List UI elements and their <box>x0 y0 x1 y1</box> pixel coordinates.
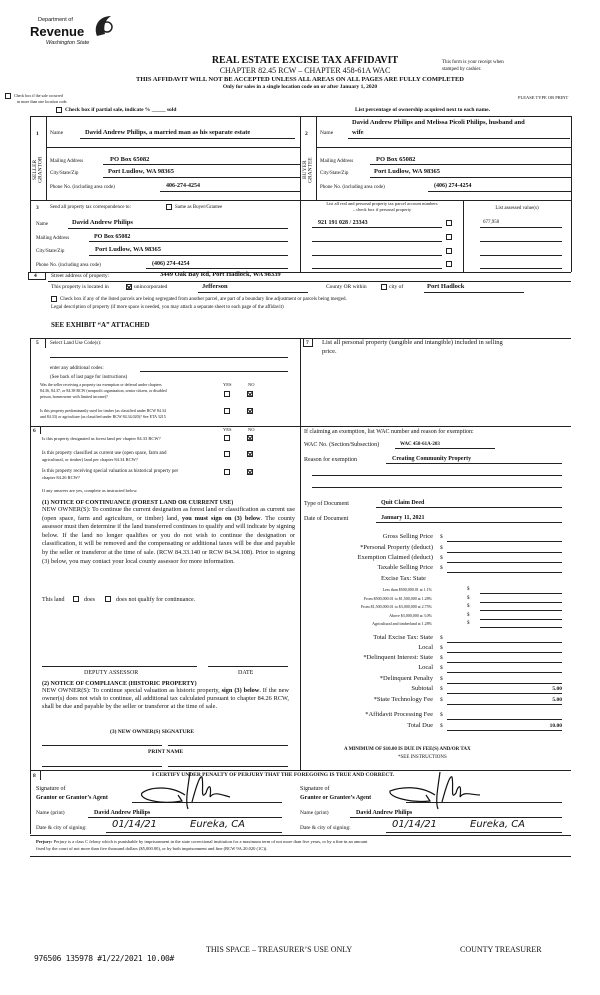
doc-type-value[interactable]: Quit Claim Deed <box>381 500 425 506</box>
fee-line <box>447 704 562 705</box>
currency-symbol: $ <box>440 635 443 641</box>
exemption-prompt: If claiming an exemption, list WAC number and reason for exemption: <box>304 429 474 435</box>
no-header: NO <box>248 382 255 387</box>
partial-sale-checkbox[interactable] <box>56 107 62 113</box>
currency-symbol: $ <box>467 621 470 626</box>
unincorporated-label: unincorporated <box>134 284 168 290</box>
currency-symbol: $ <box>467 595 470 601</box>
currency-symbol: $ <box>467 587 470 592</box>
currency-symbol: $ <box>440 686 443 692</box>
same-as-buyer-checkbox[interactable] <box>166 204 172 210</box>
legal-description[interactable]: SEE EXHIBIT “A” ATTACHED <box>51 321 150 329</box>
perjury-text: fixed by the court of not more than five thousand dollars ($5,000.00), or by both imprisonment and fine (RCW 9A.20.020 (1C)). <box>36 846 268 851</box>
buyer-phone[interactable]: (406) 274-4254 <box>434 183 472 189</box>
street-address[interactable]: 3449 Oak Bay Rd, Port Hadlock, WA 98339 <box>160 271 281 278</box>
date-label: DATE <box>238 670 254 676</box>
q2-yes-checkbox[interactable] <box>224 408 230 414</box>
same-as-label: Same as Buyer/Grantee <box>175 205 223 210</box>
question-text: agricultural, or timber) land per chapter 84.34 RCW? <box>42 457 138 462</box>
seller-city[interactable]: Port Ludlow, WA 98365 <box>108 168 174 175</box>
currency-symbol: $ <box>440 565 443 571</box>
section-number: 8 <box>33 773 36 779</box>
buyer-city[interactable]: Port Ludlow, WA 98365 <box>374 168 440 175</box>
q5-yes-checkbox[interactable] <box>224 469 230 475</box>
fee-line <box>480 593 562 594</box>
grantor-sig-label: Signature of <box>36 786 66 792</box>
cashier-stamp: 976506 135978 #1/22/2021 10.00# <box>34 954 175 963</box>
form-chapter: CHAPTER 82.45 RCW – CHAPTER 458-61A WAC <box>219 66 391 75</box>
does-not-checkbox[interactable] <box>105 596 111 602</box>
q4-yes-checkbox[interactable] <box>224 451 230 457</box>
currency-symbol: $ <box>440 665 443 671</box>
fee-line <box>480 619 562 620</box>
county-value[interactable]: Jefferson <box>202 283 228 290</box>
fee-line <box>447 683 562 684</box>
doc-date-label: Date of Document <box>304 516 349 522</box>
question-text: chapter 84.26 RCW? <box>42 475 80 480</box>
fee-line <box>447 672 562 673</box>
logo-emblem-icon <box>93 14 115 38</box>
fee-line <box>447 572 562 573</box>
personal-property-checkbox[interactable] <box>446 234 452 240</box>
fee-label: Gross Selling Price <box>382 533 433 540</box>
q1-yes-checkbox[interactable] <box>224 391 230 397</box>
grantor-name-label: Name (print) <box>36 810 65 816</box>
located-in-label: This property is located in <box>51 284 109 290</box>
unincorporated-checkbox[interactable] <box>126 284 132 290</box>
question-text: Is this property receiving special valuation as historical property per <box>42 469 179 474</box>
corr-name-label: Name <box>36 222 48 227</box>
grantee-city[interactable]: Eureka, CA <box>470 819 526 830</box>
fee-line <box>447 552 562 553</box>
buyer-city-label: City/State/Zip <box>320 171 349 176</box>
parcel-header: – check box if personal property <box>352 207 412 212</box>
section-number: 1 <box>36 131 39 137</box>
currency-symbol: $ <box>440 712 443 718</box>
partial-sale-label: Check box if partial sale, indicate % _____ sold <box>65 107 177 113</box>
notice2-title: (2) NOTICE OF COMPLIANCE (HISTORIC PROPERTY) <box>42 681 197 687</box>
doc-date-value[interactable]: January 11, 2021 <box>381 515 425 521</box>
seller-name-label: Name <box>50 130 64 136</box>
multi-location-checkbox[interactable] <box>5 93 11 99</box>
perjury-label: Perjury: <box>36 839 53 844</box>
corr-name[interactable]: David Andrew Philips <box>72 219 133 226</box>
fee-rate-label: From $1,500,000.01 to $3,000,000 at 2.75% <box>361 604 432 609</box>
grantee-name[interactable]: David Andrew Philips <box>356 810 413 816</box>
q1-no-checkbox[interactable] <box>247 391 253 397</box>
fee-rate-label: From $500,000.01 to $1,500,000 at 1.28% <box>364 595 432 601</box>
fee-label: Local <box>418 664 433 671</box>
certify-statement: I CERTIFY UNDER PENALTY OF PERJURY THAT THE FOREGOING IS TRUE AND CORRECT. <box>152 772 395 778</box>
buyer-mailing-label: Mailing Address <box>320 159 354 164</box>
reason-label: Reason for exemption <box>304 457 357 463</box>
currency-symbol: $ <box>440 534 443 540</box>
personal-property-checkbox[interactable] <box>446 220 452 226</box>
q5-no-checkbox[interactable] <box>247 469 253 475</box>
county-treasurer-label: COUNTY TREASURER <box>460 945 542 954</box>
currency-symbol: $ <box>440 676 443 682</box>
currency-symbol: $ <box>440 723 443 729</box>
street-label: Street address of property: <box>51 273 110 279</box>
fee-line <box>447 730 562 731</box>
this-land-label: This land <box>42 597 65 603</box>
corr-phone[interactable]: (406) 274-4254 <box>152 261 190 267</box>
if-any-note: If any answers are yes, complete as instructed below. <box>42 488 138 493</box>
fee-rate-label: Agricultural and timberland at 1.28% <box>372 621 432 626</box>
multi-location-label: in more than one location code. <box>17 99 68 104</box>
fee-label: *Personal Property (deduct) <box>360 544 433 551</box>
section-number: 6 <box>33 428 36 434</box>
currency-symbol: $ <box>440 555 443 561</box>
city-value[interactable]: Port Hadlock <box>427 283 465 290</box>
yes-header: YES <box>223 382 232 387</box>
buyer-side-label: BUYER GRANTEE <box>302 157 314 183</box>
see-back-note: (See back of last page for instructions) <box>50 375 128 380</box>
fee-value[interactable]: 5.00 <box>552 697 562 703</box>
question-text: person, homeowner with limited income)? <box>40 394 108 399</box>
fee-line <box>447 662 562 663</box>
fee-line <box>447 562 562 563</box>
does-not-label: does not qualify for continuance. <box>116 597 196 603</box>
grantor-date-label: Date & city of signing: <box>36 825 87 831</box>
currency-symbol: $ <box>440 545 443 551</box>
fee-line <box>447 719 562 720</box>
fee-line <box>447 693 562 694</box>
notice1-body: NEW OWNER(S): To continue the current designation as forest land or classification as current use (open space, farm and agriculture, or timber) land, you must sign on (3) below. The county assessor must then determine if the land transferred continues to qualify and will indicate by signing below. If the land no longer qualifies or you do not wish to continue the designation or classification, it will be removed and the compensating or additional taxes will be due and payable by the seller or transferor at the time of sale. (RCW 84.33.140 or RCW 84.34.108). Prior to signing (3) below, you may contact your local county assessor for more information. <box>42 506 295 565</box>
parcel-header: List all real and personal property tax parcel account numbers <box>326 201 438 206</box>
city-of-label: city of <box>389 284 404 290</box>
question-text: Was the seller receiving a property tax exemption or deferral under chapters <box>40 382 162 387</box>
minimum-note: A MINIMUM OF $10.00 IS DUE IN FEE(S) AND/OR TAX <box>344 747 471 752</box>
receipt-note: stamped by cashier. <box>442 67 482 72</box>
deputy-assessor-label: DEPUTY ASSESSOR <box>84 670 139 676</box>
currency-symbol: $ <box>440 645 443 651</box>
seller-mailing[interactable]: PO Box 65082 <box>110 156 150 163</box>
segregated-label: Check box if any of the listed parcels are being segregated from another parcel, are part of a boundary line adjustment or parcels being merged. <box>60 297 347 302</box>
no-header: NO <box>248 427 255 432</box>
does-label: does <box>84 597 95 603</box>
fee-label: *Affidavit Processing Fee <box>365 711 433 718</box>
county-or-label: County OR within <box>326 284 367 290</box>
additional-codes-label: enter any additional codes: <box>50 366 104 371</box>
segregated-checkbox[interactable] <box>51 296 57 302</box>
receipt-note: This form is your receipt when <box>442 60 504 65</box>
grantee-sig-label: Signature of <box>300 786 330 792</box>
print-name-label: PRINT NAME <box>148 749 184 755</box>
buyer-name[interactable]: David Andrew Philips and Melissa Picoli Philips, husband and <box>352 119 525 126</box>
question-text: Is this property classified as current use (open space, farm and <box>42 451 167 456</box>
logo-revenue: Revenue <box>30 24 85 39</box>
reason-value[interactable]: Creating Community Property <box>392 456 472 462</box>
buyer-name[interactable]: wife <box>352 129 364 136</box>
fee-label: Subtotal <box>411 685 433 692</box>
does-checkbox[interactable] <box>73 596 79 602</box>
multi-location-label: Check box if the sale occurred <box>14 93 63 98</box>
q2-no-checkbox[interactable] <box>247 408 253 414</box>
question-text: Is this property designated as forest land per chapter 84.33 RCW? <box>42 436 161 441</box>
buyer-name-label: Name <box>320 130 334 136</box>
fee-line <box>447 541 562 542</box>
fee-label: Total Excise Tax: State <box>373 634 433 641</box>
fee-label: Total Due <box>407 722 433 729</box>
fee-line <box>480 627 562 628</box>
fee-label: Taxable Selling Price <box>377 564 433 571</box>
personal-property-checkbox[interactable] <box>446 248 452 254</box>
doc-type-label: Type of Document <box>304 501 349 507</box>
within-city-checkbox[interactable] <box>381 284 387 290</box>
assessed-value[interactable]: 677,950 <box>483 220 500 225</box>
assessed-header: List assessed value(s) <box>495 206 539 211</box>
buyer-phone-label: Phone No. (including area code) <box>320 185 385 190</box>
wac-number[interactable]: WAC 458-61A-203 <box>400 442 440 447</box>
fee-line <box>447 652 562 653</box>
fee-line <box>447 642 562 643</box>
q3-yes-checkbox[interactable] <box>224 435 230 441</box>
fee-value[interactable]: 10.00 <box>549 723 562 729</box>
question-text: and 84.33) or agriculture (as classified under RCW 84.34.020)? See ETA 3215 <box>40 414 166 419</box>
new-owner-signature-label: (3) NEW OWNER(S) SIGNATURE <box>110 729 194 735</box>
excise-header: Excise Tax: State <box>381 575 426 582</box>
grantor-sig-label: Grantor or Grantor’s Agent <box>36 795 108 801</box>
fee-value[interactable]: 5.00 <box>552 686 562 692</box>
fee-line <box>480 602 562 603</box>
fee-label: Local <box>418 644 433 651</box>
seller-city-label: City/State/Zip <box>50 171 79 176</box>
grantee-date[interactable]: 01/14/21 <box>392 819 437 830</box>
legal-description-label: Legal description of property (if more space is needed, you may attach a separate sheet to each page of the affidavit) <box>51 305 284 310</box>
logo-dept: Department of <box>38 17 73 23</box>
section-number: 5 <box>36 340 39 346</box>
fee-label: Exemption Claimed (deduct) <box>357 554 433 561</box>
corr-city[interactable]: Port Ludlow, WA 98365 <box>95 246 161 253</box>
fee-rate-label: Less than $500,000.01 at 1.1% <box>382 587 432 592</box>
grantee-sig-label: Grantee or Grantee’s Agent <box>300 795 372 801</box>
q4-no-checkbox[interactable] <box>247 451 253 457</box>
seller-phone[interactable]: 406-274-4254 <box>166 183 200 189</box>
list-percentage: List percentage of ownership acquired next to each name. <box>355 107 490 113</box>
question-text: 84.36, 84.37, or 84.38 RCW (nonprofit organization, senior citizen, or disabled <box>40 388 167 393</box>
currency-symbol: $ <box>467 604 470 609</box>
send-label: Send all property tax correspondence to: <box>50 205 131 210</box>
question-text: Is this property predominantly used for timber (as classified under RCW 84.34 <box>40 408 166 413</box>
buyer-mailing[interactable]: PO Box 65082 <box>376 156 416 163</box>
seller-phone-label: Phone No. (including area code) <box>50 185 115 190</box>
section-number: 3 <box>36 205 39 211</box>
form-warning: THIS AFFIDAVIT WILL NOT BE ACCEPTED UNLESS ALL AREAS ON ALL PAGES ARE FULLY COMPLETED <box>136 76 464 83</box>
personal-property-checkbox[interactable] <box>446 261 452 267</box>
seller-name[interactable]: David Andrew Philips, a married man as his separate estate <box>85 129 251 136</box>
currency-symbol: $ <box>440 697 443 703</box>
corr-city-label: City/State/Zip <box>36 249 65 254</box>
only-for-note: Only for sales in a single location code on or after January 1, 2020 <box>222 84 378 90</box>
corr-phone-label: Phone No. (including area code) <box>36 263 101 268</box>
fee-rate-label: Above $3,000,000 at 3.0% <box>389 612 432 618</box>
section-number: 4 <box>34 273 37 279</box>
yes-header: YES <box>223 427 232 432</box>
fee-line <box>480 610 562 611</box>
grantee-date-label: Date & city of signing: <box>300 825 351 831</box>
see-instructions: *SEE INSTRUCTIONS <box>398 755 447 760</box>
section-number: 2 <box>305 131 308 137</box>
parcel-number[interactable]: 921 191 028 / 23343 <box>318 220 368 226</box>
logo-state: Washington State <box>46 40 90 46</box>
grantor-city[interactable]: Eureka, CA <box>190 819 246 830</box>
please-type: PLEASE TYPE OR PRINT <box>518 95 569 100</box>
currency-symbol: $ <box>467 612 470 618</box>
notice1-title: (1) NOTICE OF CONTINUANCE (FOREST LAND OR CURRENT USE) <box>42 500 234 506</box>
currency-symbol: $ <box>440 655 443 661</box>
personal-property-label: List all personal property (tangible and intangible) included in selling <box>322 339 503 346</box>
perjury-text: Perjury is a class C felony which is punishable by imprisonment in the state correctional institution for a maximum term of not more than five years, or by a fine in an amount <box>53 839 368 844</box>
personal-property-label: price. <box>322 348 337 355</box>
grantor-name[interactable]: David Andrew Philips <box>94 810 151 816</box>
seller-mailing-label: Mailing Address <box>50 159 84 164</box>
treasurer-use-label: THIS SPACE – TREASURER’S USE ONLY <box>206 945 353 954</box>
corr-mailing-label: Mailing Address <box>36 236 70 241</box>
form-title: REAL ESTATE EXCISE TAX AFFIDAVIT <box>211 55 399 66</box>
land-use-label: Select Land Use Code(s): <box>50 341 102 346</box>
fee-label: *State Technology Fee <box>373 696 433 703</box>
seller-side-label: SELLER GRANTOR <box>32 156 44 184</box>
section-number: 7 <box>306 340 309 346</box>
grantee-name-label: Name (print) <box>300 810 329 816</box>
grantor-date[interactable]: 01/14/21 <box>112 819 157 830</box>
corr-mailing[interactable]: PO Box 65082 <box>94 234 131 240</box>
notice2-body: NEW OWNER(S): To continue special valuation as historic property, sign (3) below. If the new owner(s) does not wish to continue, all additional tax calculated pursuant to chapter 84.26 RCW, shall be due and payable by the seller or transferor at the time of sale. <box>42 687 289 710</box>
wac-label: WAC No. (Section/Subsection) <box>304 442 380 448</box>
fee-label: *Delinquent Penalty <box>379 675 433 682</box>
fee-label: *Delinquent Interest: State <box>363 654 433 661</box>
q3-no-checkbox[interactable] <box>247 435 253 441</box>
